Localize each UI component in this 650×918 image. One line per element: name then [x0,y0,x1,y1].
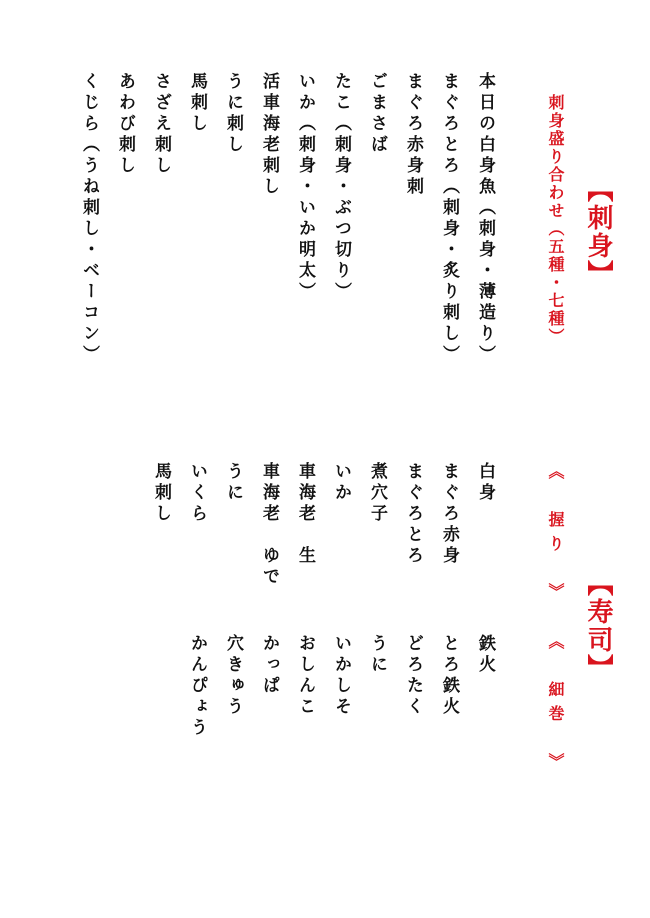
nigiri-item: いくら [187,462,207,525]
hosomaki-item: 鉄火 [475,634,495,676]
hosomaki-item: かんぴょう [187,634,207,739]
sashimi-item: うに刺し [223,72,243,156]
nigiri-item: まぐろ赤身 [439,462,459,567]
sashimi-subheading: 刺身盛り合わせ（五種・七種） [546,94,565,346]
hosomaki-item: かっぱ [259,634,279,697]
sashimi-heading: 【刺身】 [583,176,613,288]
hosomaki-item: うに [367,634,387,676]
sashimi-item: まぐろとろ（刺身・炙り刺し） [439,72,459,366]
sashimi-item: まぐろ赤身刺 [403,72,423,198]
hosomaki-item: とろ鉄火 [439,634,459,718]
nigiri-item: 煮穴子 [367,462,387,525]
sashimi-item: 活車海老刺し [259,72,279,198]
nigiri-item: 車海老 ゆで [259,462,279,588]
sashimi-item: 馬刺し [187,72,207,135]
sashimi-item: さざえ刺し [151,72,171,177]
nigiri-item: 白身 [475,462,495,504]
hosomaki-item: いかしそ [331,634,351,718]
sashimi-item: 本日の白身魚（刺身・薄造り） [475,72,495,366]
sushi-heading: 【寿司】 [583,570,613,682]
sashimi-item: いか（刺身・いか明太） [295,72,315,303]
nigiri-label: 《 握り 》 [546,463,565,607]
nigiri-item: 車海老 生 [295,462,315,567]
sashimi-item: ごまさば [367,72,387,156]
nigiri-item: いか [331,462,351,504]
hosomaki-item: どろたく [403,634,423,718]
sashimi-item: あわび刺し [115,72,135,177]
sashimi-item: くじら（うね刺し・ベーコン） [79,72,99,366]
sashimi-item: たこ（刺身・ぶつ切り） [331,72,351,303]
nigiri-item: 馬刺し [151,462,171,525]
hosomaki-item: おしんこ [295,634,315,718]
nigiri-item: まぐろとろ [403,462,423,567]
hosomaki-label: 《 細巻 》 [546,633,565,777]
hosomaki-item: 穴きゅう [223,634,243,718]
nigiri-item: うに [223,462,243,504]
